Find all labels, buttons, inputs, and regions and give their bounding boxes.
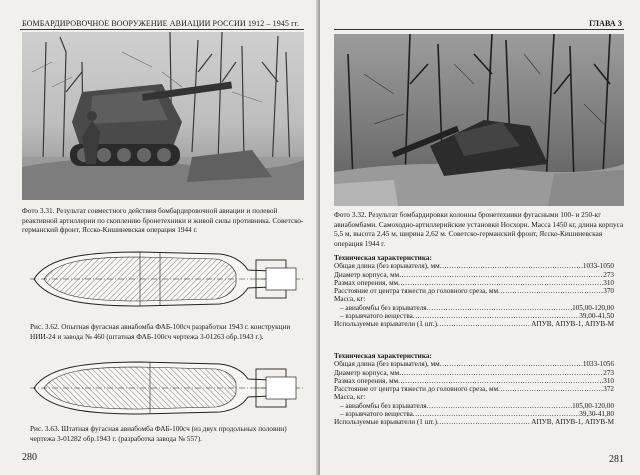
specs-1-row: – авиабомбы без взрывателя ..... 105,00-120,00 bbox=[334, 304, 614, 312]
destroyed-column-photo bbox=[334, 34, 624, 206]
specs-2-row: – взрывчатого вещества ..... 39,30-41,80 bbox=[334, 410, 614, 418]
specs-1-row: Масса, кг: bbox=[334, 295, 366, 304]
specs-table-2 bbox=[334, 352, 614, 427]
specs-1-row: Общая длина (без взрывателя), мм ..... 1033-1050 bbox=[334, 262, 614, 270]
figure-3-63-caption: Рис. 3.63. Штатная фугасная авиабомба ФАБ-100сч (из двух продольных половин) чертежа 3-01282 обр.1943 г. (разработка завода № 557). bbox=[30, 424, 287, 443]
specs-1-row: – взрывчатого вещества ..... 39,00-41,50 bbox=[334, 312, 614, 320]
page-number-right: 281 bbox=[609, 454, 624, 465]
photo-3-31-caption: Фото 3.31. Результат совместного действия бомбардировочной авиации и полевой реактивной артиллерии по скоплению бронетехники и живой силы противника. Советско-германский фронт, Ясско-Кишиневская операция 1944 г. bbox=[22, 206, 304, 235]
specs-1-row: Расстояние от центра тяжести до головного среза, мм ..... 370 bbox=[334, 287, 614, 295]
specs-2-row: Общая длина (без взрывателя), мм ..... 1033-1056 bbox=[334, 360, 614, 368]
running-head-right: ГЛАВА 3 bbox=[589, 19, 622, 28]
photo-3-32 bbox=[334, 34, 624, 206]
bomb-drawing-3-63 bbox=[30, 358, 305, 418]
specs-1-row: Размах оперения, мм ..... 310 bbox=[334, 279, 614, 287]
figure-3-62-caption: Рис. 3.62. Опытная фугасная авиабомба ФАБ-100сч разработки 1943 г. конструкции НИИ-24 и завода № 460 (штатная ФАБ-100сч чертежа 3-01263 обр.1943 г.). bbox=[30, 322, 291, 341]
specs-2-row: – авиабомбы без взрывателя ..... 105,00-120,00 bbox=[334, 402, 614, 410]
photo-3-31 bbox=[22, 32, 304, 200]
bomb-drawing-3-62 bbox=[30, 248, 305, 310]
specs-2-row: Размах оперения, мм ..... 310 bbox=[334, 377, 614, 385]
photo-3-32-caption: Фото 3.32. Результат бомбардировки колонны бронетехники фугасными 100- и 250-кг авиабомбами. Самоходно-артиллерийские установки Носхорн. Масса 1450 кг, длина корпуса 5,5 м, высота 2,45 м, ширина 2,62 м. Советско-германский фронт, Ясско-Кишиневская операция 1944 г. bbox=[334, 210, 624, 248]
page-number-left: 280 bbox=[22, 452, 37, 463]
specs-2-row: Используемые взрыватели (1 шт.) ..... АПУВ, АПУВ-1, АПУВ-М bbox=[334, 418, 614, 426]
specs-2-row: Масса, кг: bbox=[334, 393, 366, 402]
destroyed-tank-photo bbox=[22, 32, 304, 200]
header-rule-left bbox=[20, 29, 304, 30]
specs-2-row: Расстояние от центра тяжести до головного среза, мм ..... 372 bbox=[334, 385, 614, 393]
header-rule-right bbox=[334, 29, 624, 30]
specs-1-title: Техническая характеристика: bbox=[334, 254, 432, 262]
specs-1-row: Диаметр корпуса, мм ..... 273 bbox=[334, 271, 614, 279]
specs-1-row: Используемые взрыватели (1 шт.) ..... АПУВ, АПУВ-1, АПУВ-М bbox=[334, 320, 614, 328]
specs-2-row: Диаметр корпуса, мм ..... 273 bbox=[334, 369, 614, 377]
running-head-left: БОМБАРДИРОВОЧНОЕ ВООРУЖЕНИЕ АВИАЦИИ РОССИИ 1912 – 1945 гг. bbox=[22, 19, 300, 28]
specs-table-1 bbox=[334, 254, 614, 329]
right-page bbox=[320, 0, 640, 475]
left-page bbox=[0, 0, 318, 475]
specs-2-title: Техническая характеристика: bbox=[334, 352, 432, 360]
